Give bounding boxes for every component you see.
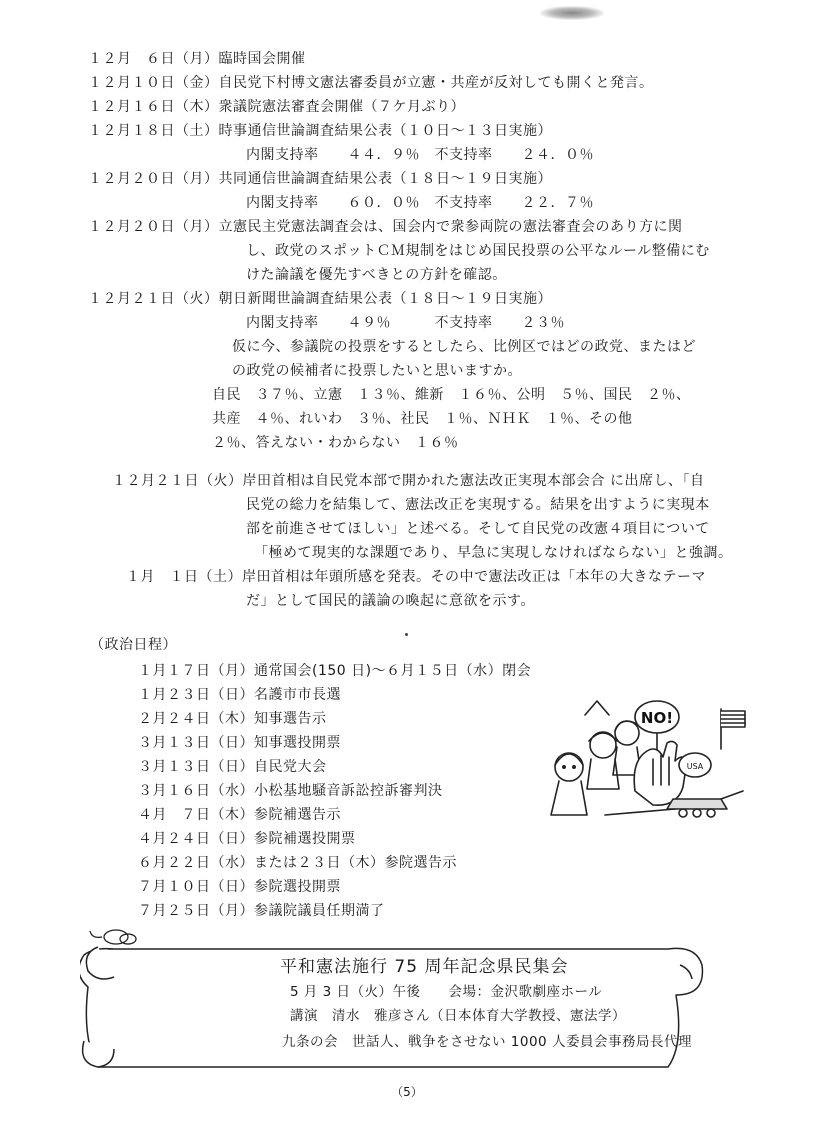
chronology-line: １２月２１日（火）朝日新聞世論調査結果公表（１８日～１９日実施） xyxy=(88,291,552,307)
schedule-item: １月１７日（月）通常国会(150 日)～６月１５日（水）閉会 xyxy=(138,663,532,679)
chronology-line: 内閣支持率 ４９％ 不支持率 ２３％ xyxy=(246,315,565,331)
schedule-item: ３月１６日（水）小松基地騒音訴訟控訴審判決 xyxy=(138,783,443,799)
protest-crowd-icon xyxy=(545,695,755,835)
chronology-line: の政党の候補者に投票したいと思いますか。 xyxy=(232,363,522,379)
schedule-item: ７月１０日（日）参院選投開票 xyxy=(138,879,341,895)
scan-speck xyxy=(405,633,408,636)
chronology-line: １２月１６日（木）衆議院憲法審査会開催（７ケ月ぶり） xyxy=(88,99,465,115)
usa-label: USA xyxy=(686,762,704,771)
chronology-line: １２月１０日（金）自民党下村博文憲法審委員が立憲・共産が反対しても開くと発言。 xyxy=(88,75,654,91)
chronology-line: 自民 ３７％、立憲 １３％、維新 １６％、公明 ５％、国民 ２％、 xyxy=(212,387,691,403)
chronology-line: 民党の総力を結集して、憲法改正を実現する。結果を出すように実現本 xyxy=(246,497,710,513)
chronology-line: 部を前進させてほしい」と述べる。そして自民党の改憲４項目について xyxy=(246,521,710,537)
event-lecture: 講演 清水 雅彦さん（日本体育大学教授、憲法学） xyxy=(290,1008,626,1024)
scan-smudge xyxy=(540,6,604,20)
chronology-line: し、政党のスポットＣＭ規制をはじめ国民投票の公平なルール整備にむ xyxy=(246,243,710,259)
event-datetime-venue: 5 月 3 日（火）午後 会場：金沢歌劇座ホール xyxy=(290,984,603,1000)
chronology-line: １２月２１日（火）岸田首相は自民党本部で開かれた憲法改正実現本部会合 に出席し、「自 xyxy=(112,473,705,489)
chronology-line: １月 １日（土）岸田首相は年頭所感を発表。その中で憲法改正は「本年の大きなテーマ xyxy=(126,569,706,585)
event-title: 平和憲法施行 75 周年記念県民集会 xyxy=(280,957,569,977)
chronology-line: 内閣支持率 ４４．９％ 不支持率 ２４．０％ xyxy=(246,147,594,163)
schedule-item: ４月２４日（日）参院補選投開票 xyxy=(138,831,356,847)
chronology-line: 仮に今、参議院の投票をするとしたら、比例区ではどの政党、またはど xyxy=(232,339,696,355)
schedule-heading: （政治日程） xyxy=(90,637,177,653)
chronology-line: だ」として国民的議論の喚起に意欲を示す。 xyxy=(246,593,535,609)
chronology-line: 「極めて現実的な課題であり、早急に実現しなければならない」と強調。 xyxy=(254,545,733,561)
scroll-banner-icon xyxy=(80,925,730,1075)
chronology-line: ２％、答えない・わからない １６％ xyxy=(212,435,459,451)
schedule-item: １月２３日（日）名護市市長選 xyxy=(138,687,341,703)
no-sign-label: NO! xyxy=(640,709,674,727)
schedule-item: ４月 ７日（木）参院補選告示 xyxy=(138,807,341,823)
schedule-item: ３月１３日（日）知事選投開票 xyxy=(138,735,341,751)
chronology-line: １２月１８日（土）時事通信世論調査結果公表（１０日～１３日実施） xyxy=(88,123,552,139)
page-number: （5） xyxy=(391,1085,423,1099)
schedule-item: ７月２５日（月）参議院議員任期満了 xyxy=(138,903,385,919)
chronology-line: １２月２０日（月）立憲民主党憲法調査会は、国会内で衆参両院の憲法審査会のあり方に関 xyxy=(88,219,683,235)
chronology-line: １２月２０日（月）共同通信世論調査結果公表（１８日～１９日実施） xyxy=(88,171,552,187)
chronology-line: １２月 ６日（月）臨時国会開催 xyxy=(88,51,306,67)
chronology-line: けた論議を優先すべきとの方針を確認。 xyxy=(246,267,507,283)
event-speaker-role: 九条の会 世話人、戦争をさせない 1000 人委員会事務局長代理 xyxy=(282,1034,692,1050)
chronology-line: 内閣支持率 ６０．０％ 不支持率 ２２．７％ xyxy=(246,195,594,211)
schedule-item: ２月２４日（木）知事選告示 xyxy=(138,711,327,727)
chronology-line: 共産 ４％、れいわ ３％、社民 １％、ＮＨＫ １％、その他 xyxy=(212,411,633,427)
schedule-item: ６月２２日（水）または２３日（木）参院選告示 xyxy=(138,855,457,871)
schedule-item: ３月１３日（日）自民党大会 xyxy=(138,759,327,775)
